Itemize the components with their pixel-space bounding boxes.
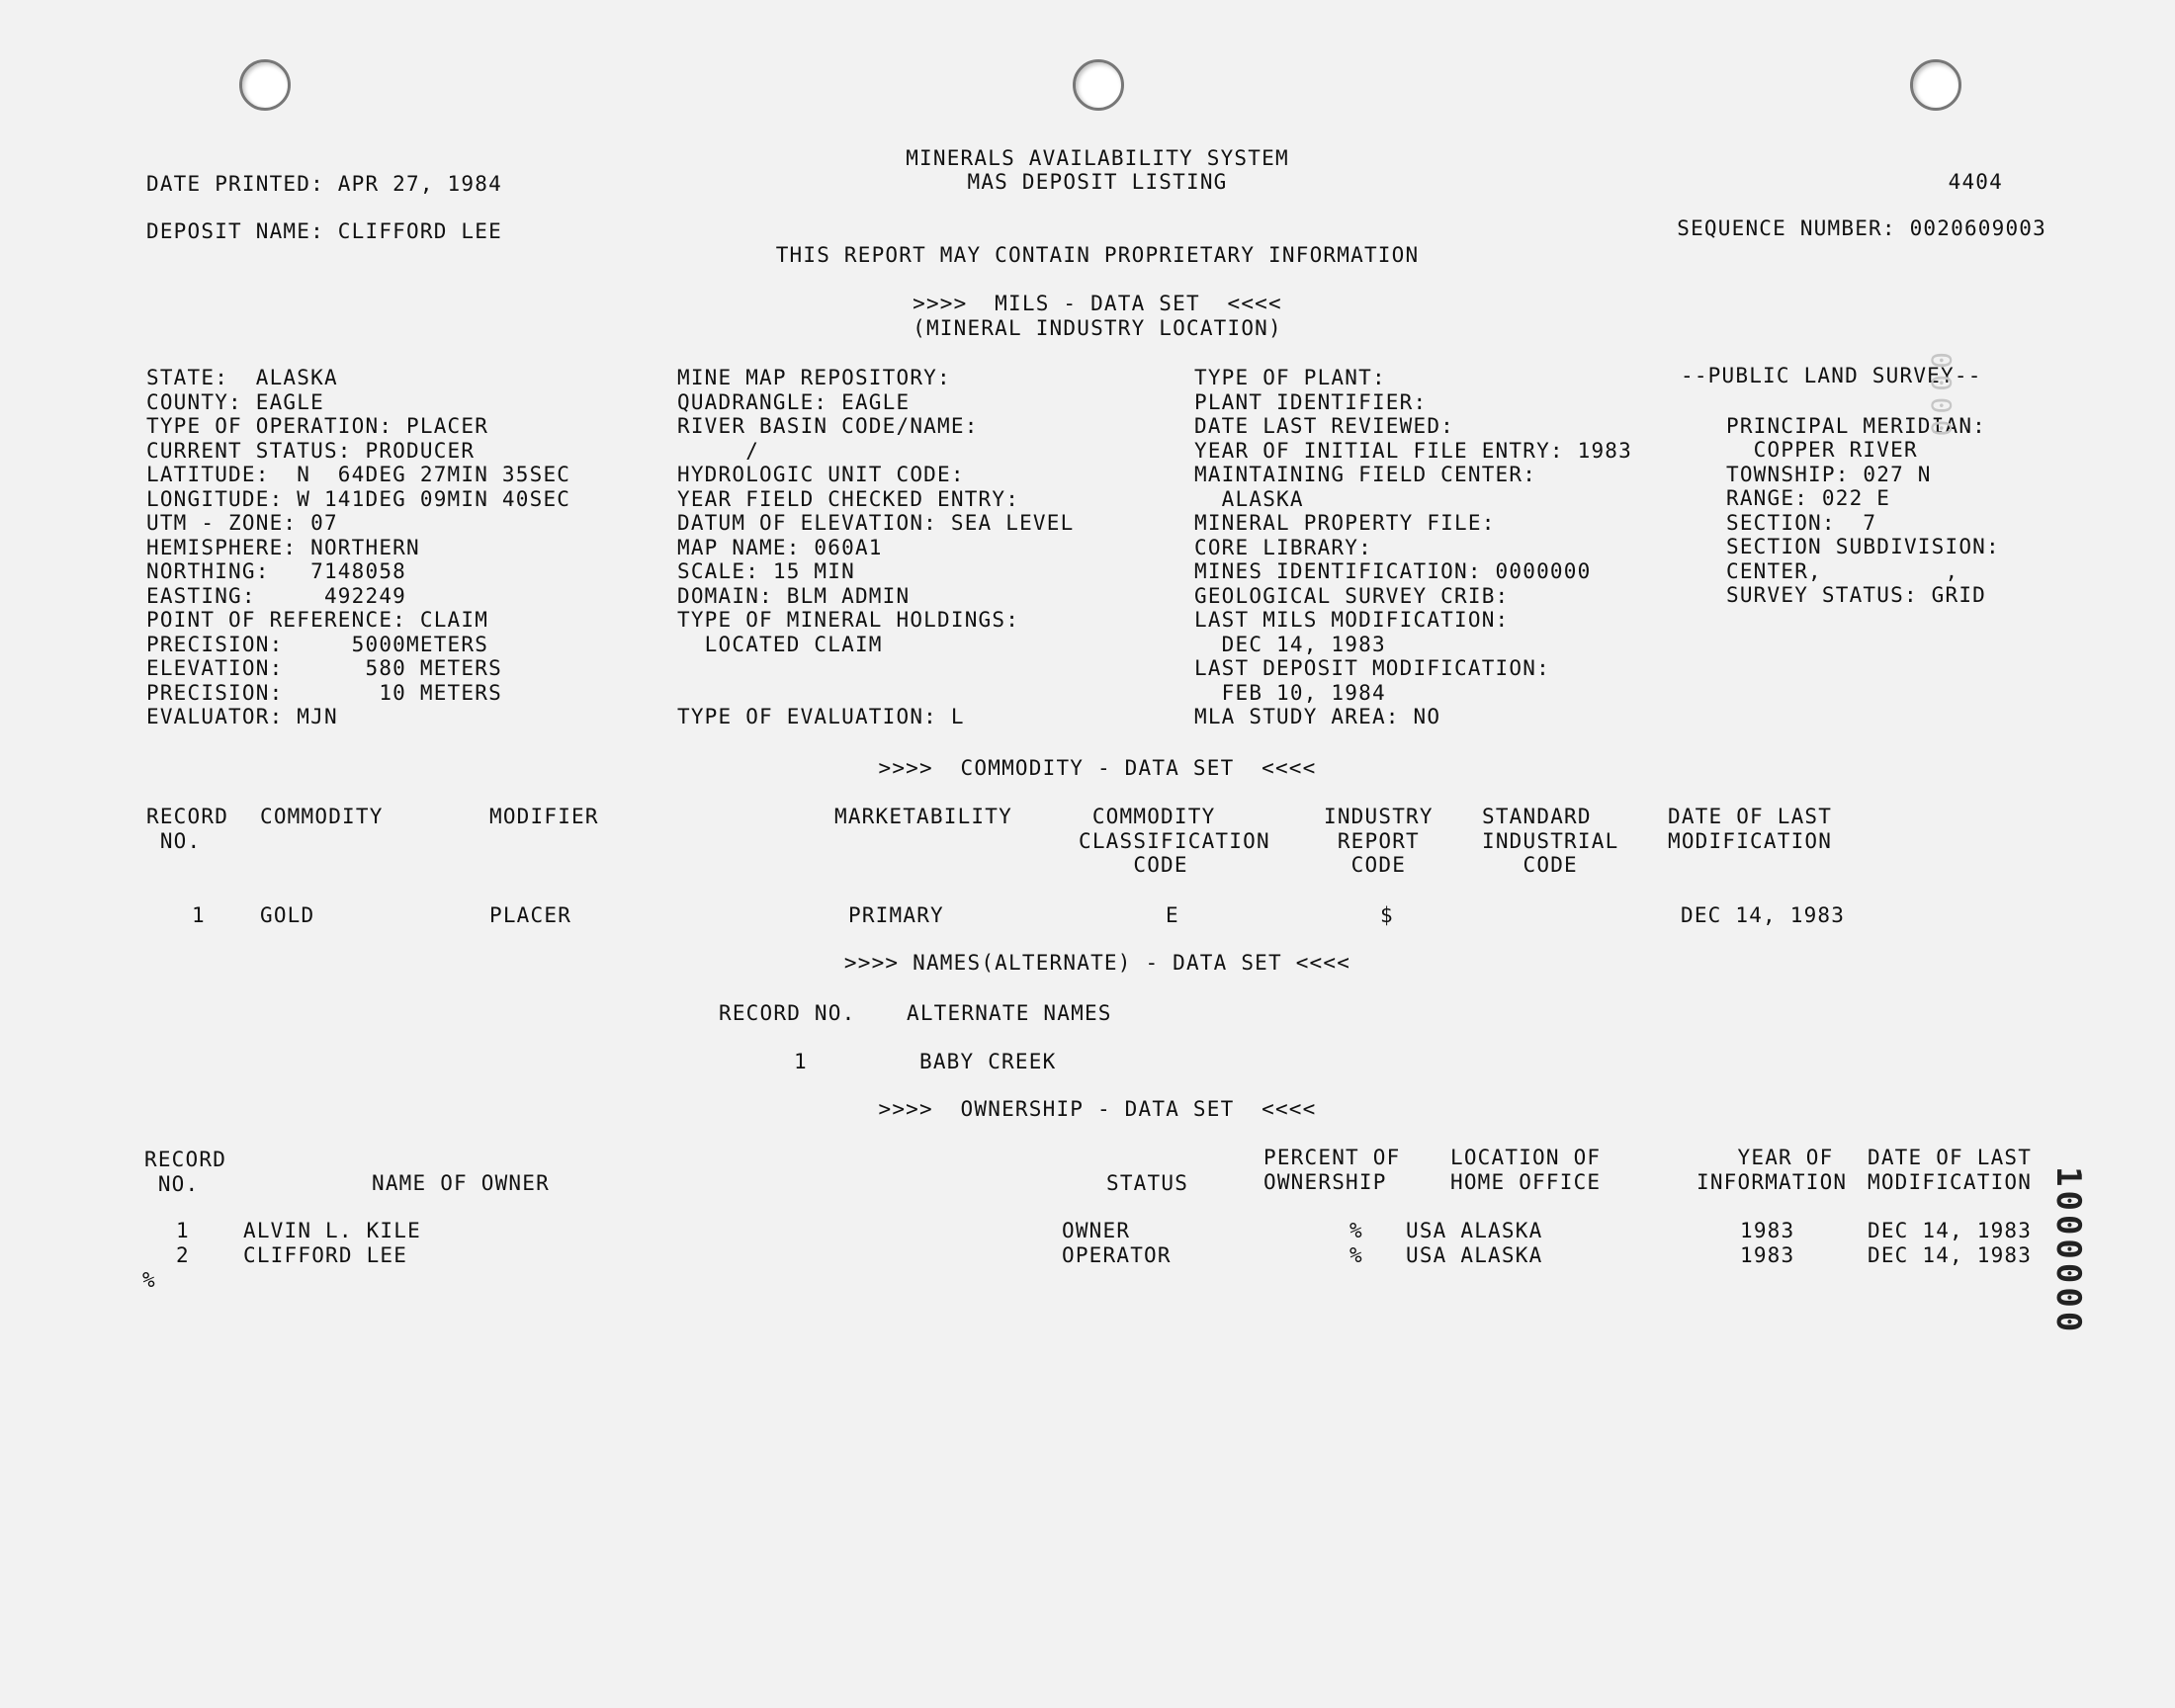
commodity-header-marketability: MARKETABILITY <box>834 805 1012 828</box>
mils-field: TYPE OF OPERATION: PLACER <box>146 414 489 438</box>
mils-field: DEC 14, 1983 <box>1194 632 1386 656</box>
mils-field: DATE LAST REVIEWED: <box>1194 414 1455 438</box>
commodity-industry-code: $ <box>1380 903 1394 927</box>
commodity-header-date: DATE OF LAST MODIFICATION <box>1668 805 1833 853</box>
owner-year: 1983 <box>1740 1219 1795 1242</box>
commodity-header-classification: COMMODITY CLASSIFICATION CODE <box>1079 805 1270 877</box>
commodity-classification: E <box>1166 903 1179 927</box>
commodity-heading: >>>> COMMODITY - DATA SET <<<< <box>878 756 1317 780</box>
mils-field: GEOLOGICAL SURVEY CRIB: <box>1194 583 1510 608</box>
commodity-header-standard: STANDARD INDUSTRIAL CODE <box>1482 805 1619 877</box>
alternate-names-header-record: RECORD NO. <box>719 1001 856 1025</box>
alternate-name: BABY CREEK <box>919 1050 1057 1073</box>
mils-field: PRINCIPAL MERIDIAN: <box>1726 413 1987 438</box>
mils-field: ELEVATION: 580 METERS <box>146 656 502 680</box>
commodity-header-record: RECORD NO. <box>146 805 229 853</box>
commodity-header-modifier: MODIFIER <box>489 805 599 828</box>
proprietary-notice: THIS REPORT MAY CONTAIN PROPRIETARY INFORMATION <box>775 243 1420 267</box>
mils-field: / <box>677 438 760 463</box>
commodity-name: GOLD <box>260 903 315 927</box>
mils-field: LAST MILS MODIFICATION: <box>1194 608 1510 632</box>
owner-year: 1983 <box>1740 1243 1795 1267</box>
mils-field <box>1726 389 2000 414</box>
trailing-percent-mark: % <box>142 1268 156 1292</box>
mils-column-1 <box>146 366 570 729</box>
mils-field: MINE MAP REPOSITORY: <box>677 366 951 389</box>
mils-field: DOMAIN: BLM ADMIN <box>677 583 911 608</box>
owner-name: ALVIN L. KILE <box>243 1219 421 1242</box>
mils-field: YEAR FIELD CHECKED ENTRY: <box>677 486 1020 511</box>
commodity-header-industry: INDUSTRY REPORT CODE <box>1324 805 1434 877</box>
mils-subheading: (MINERAL INDUSTRY LOCATION) <box>913 316 1282 340</box>
mils-field: CENTER, , <box>1726 558 1959 583</box>
owner-record-no: 2 <box>176 1243 190 1267</box>
mils-field: SECTION: 7 <box>1726 510 1877 535</box>
mils-field: SCALE: 15 MIN <box>677 559 855 583</box>
ownership-header-status: STATUS <box>1106 1171 1189 1195</box>
commodity-modifier: PLACER <box>489 903 572 927</box>
mils-field: SECTION SUBDIVISION: <box>1726 535 2000 558</box>
mils-field: LATITUDE: N 64DEG 27MIN 35SEC <box>146 463 571 486</box>
owner-location: USA ALASKA <box>1406 1243 1543 1267</box>
mils-field: CORE LIBRARY: <box>1194 535 1372 559</box>
mils-field <box>677 681 1074 706</box>
mils-field: POINT OF REFERENCE: CLAIM <box>146 608 489 632</box>
owner-record-no: 1 <box>176 1219 190 1242</box>
owner-percent: % <box>1349 1243 1363 1267</box>
commodity-date: DEC 14, 1983 <box>1681 903 1846 927</box>
mils-field: LONGITUDE: W 141DEG 09MIN 40SEC <box>146 486 571 511</box>
mils-field: LAST DEPOSIT MODIFICATION: <box>1194 656 1550 680</box>
punch-hole-left <box>239 59 291 111</box>
sequence-number: SEQUENCE NUMBER: 0020609003 <box>1677 216 2046 240</box>
faint-stamp: 0000 <box>1925 352 1958 443</box>
alternate-names-heading: >>>> NAMES(ALTERNATE) - DATA SET <<<< <box>843 951 1351 975</box>
mils-field: HYDROLOGIC UNIT CODE: <box>677 463 965 486</box>
commodity-marketability: PRIMARY <box>848 903 944 927</box>
owner-date: DEC 14, 1983 <box>1868 1243 2033 1267</box>
mils-field <box>677 656 1074 681</box>
mils-field: LOCATED CLAIM <box>677 632 883 656</box>
punch-hole-right <box>1910 59 1961 111</box>
mils-field: MAINTAINING FIELD CENTER: <box>1194 463 1537 486</box>
ownership-header-date: DATE OF LAST MODIFICATION <box>1868 1146 2033 1194</box>
commodity-header-commodity: COMMODITY <box>260 805 384 828</box>
mils-field: MLA STUDY AREA: NO <box>1194 705 1441 728</box>
mils-column-3 <box>1194 366 1632 729</box>
mils-field: PRECISION: 10 METERS <box>146 680 502 705</box>
mils-field: TYPE OF PLANT: <box>1194 366 1386 389</box>
mils-field: RIVER BASIN CODE/NAME: <box>677 414 979 438</box>
mils-column-2 <box>677 366 1074 729</box>
mils-field: EASTING: 492249 <box>146 583 407 608</box>
mils-field: HEMISPHERE: NORTHERN <box>146 535 420 559</box>
ownership-header-year: YEAR OF INFORMATION <box>1696 1146 1848 1194</box>
deposit-name: DEPOSIT NAME: CLIFFORD LEE <box>146 219 502 243</box>
alternate-name-record-no: 1 <box>794 1050 808 1073</box>
mils-field: EVALUATOR: MJN <box>146 705 338 728</box>
ownership-header-location: LOCATION OF HOME OFFICE <box>1450 1146 1602 1194</box>
ownership-header-record: RECORD NO. <box>144 1148 227 1196</box>
mils-field: TOWNSHIP: 027 N <box>1726 462 1932 486</box>
owner-status: OWNER <box>1062 1219 1131 1242</box>
mils-field: RANGE: 022 E <box>1726 486 1891 510</box>
owner-location: USA ALASKA <box>1406 1219 1543 1242</box>
mils-field: ALASKA <box>1194 486 1304 511</box>
mils-field: PLANT IDENTIFIER: <box>1194 389 1428 414</box>
mils-field: MAP NAME: 060A1 <box>677 535 883 559</box>
mils-field: MINERAL PROPERTY FILE: <box>1194 511 1496 535</box>
ownership-heading: >>>> OWNERSHIP - DATA SET <<<< <box>878 1097 1317 1121</box>
mils-heading: >>>> MILS - DATA SET <<<< <box>913 292 1282 315</box>
punch-hole-center <box>1073 59 1124 111</box>
date-printed: DATE PRINTED: APR 27, 1984 <box>146 172 502 196</box>
page-code: 4404 <box>1948 170 2003 194</box>
owner-name: CLIFFORD LEE <box>243 1243 408 1267</box>
commodity-record-no: 1 <box>192 903 206 927</box>
mils-field: STATE: ALASKA <box>146 366 338 389</box>
owner-percent: % <box>1349 1219 1363 1242</box>
mils-field: MINES IDENTIFICATION: 0000000 <box>1194 559 1592 583</box>
mils-field: UTM - ZONE: 07 <box>146 511 338 535</box>
mils-field: PRECISION: 5000METERS <box>146 632 489 656</box>
system-title: MINERALS AVAILABILITY SYSTEM <box>906 146 1289 170</box>
mils-field: DATUM OF ELEVATION: SEA LEVEL <box>677 511 1075 535</box>
public-land-survey-heading: --PUBLIC LAND SURVEY-- <box>1681 364 1982 387</box>
mils-field: YEAR OF INITIAL FILE ENTRY: 1983 <box>1194 438 1632 463</box>
page-number-stamp: 1000000 <box>2048 1166 2088 1336</box>
mils-field: CURRENT STATUS: PRODUCER <box>146 438 476 463</box>
mils-field: QUADRANGLE: EAGLE <box>677 389 911 414</box>
mils-field: FEB 10, 1984 <box>1194 680 1386 705</box>
ownership-header-percent: PERCENT OF OWNERSHIP <box>1263 1146 1401 1194</box>
mils-field: TYPE OF EVALUATION: L <box>677 705 965 728</box>
mils-column-4 <box>1726 389 2000 608</box>
alternate-names-header-names: ALTERNATE NAMES <box>907 1001 1112 1025</box>
ownership-header-name: NAME OF OWNER <box>372 1171 550 1195</box>
mils-field: SURVEY STATUS: GRID <box>1726 583 1987 607</box>
owner-date: DEC 14, 1983 <box>1868 1219 2033 1242</box>
listing-title: MAS DEPOSIT LISTING <box>967 170 1228 194</box>
owner-status: OPERATOR <box>1062 1243 1172 1267</box>
mils-field: COUNTY: EAGLE <box>146 389 324 414</box>
mils-field: TYPE OF MINERAL HOLDINGS: <box>677 608 1020 632</box>
mils-field: NORTHING: 7148058 <box>146 559 407 583</box>
mils-field: COPPER RIVER <box>1726 438 1918 462</box>
